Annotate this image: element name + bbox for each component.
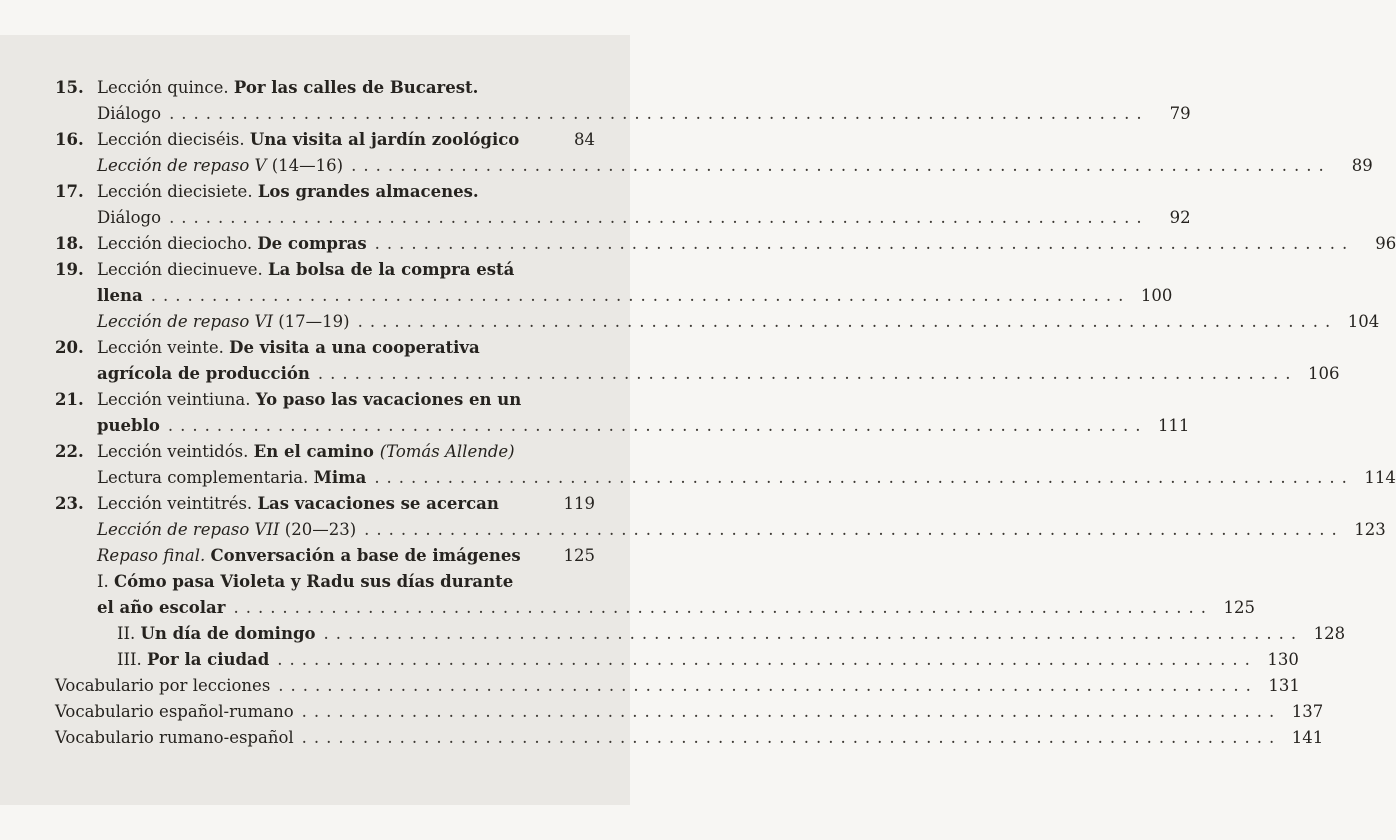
- dot-leader: ................................................................................: [167, 416, 1148, 435]
- toc-entry-title: [117, 621, 316, 647]
- toc-entry-title: [97, 491, 499, 517]
- title-bold: Por la ciudad: [147, 650, 270, 669]
- toc-entry-title: [55, 699, 294, 725]
- lesson-number: 16.: [55, 130, 84, 149]
- title-bold: De compras: [257, 234, 367, 253]
- page-number: 84: [574, 130, 595, 149]
- title-italic: (Tomás Allende): [379, 442, 515, 461]
- title-bold: Un día de domingo: [140, 624, 316, 643]
- title-plain: Vocabulario español-rumano: [55, 702, 294, 721]
- page-number: 96: [1375, 234, 1396, 253]
- toc-entry-text: [55, 699, 1324, 725]
- dot-leader: ................................................................................: [374, 468, 1354, 487]
- title-italic: Lección de repaso V: [97, 156, 267, 175]
- title-bold: llena: [97, 286, 143, 305]
- page-number: 100: [1140, 286, 1173, 305]
- toc-row: [55, 205, 1191, 231]
- title-plain: Diálogo: [97, 208, 162, 227]
- toc-entry-text: [97, 283, 1173, 309]
- page-number: 125: [563, 546, 595, 565]
- toc-entry-title: [97, 543, 521, 569]
- title-bold: Mima: [313, 468, 367, 487]
- title-plain: Vocabulario rumano-español: [55, 728, 294, 747]
- page-number: 128: [1313, 624, 1346, 643]
- lesson-number: 15.: [55, 78, 84, 97]
- toc-row: [55, 101, 1191, 127]
- toc-row: [55, 465, 1396, 491]
- toc-entry-title: [97, 595, 225, 621]
- toc-row: [55, 153, 1373, 179]
- toc-entry-title: [97, 569, 513, 595]
- toc-entry-title: [97, 179, 479, 205]
- toc-entry-title: [97, 257, 514, 283]
- title-plain: III.: [117, 650, 148, 669]
- toc-entry-title: [97, 283, 143, 309]
- toc-entry-text: [97, 413, 1190, 439]
- toc-entry-title: [97, 335, 480, 361]
- toc-row: [55, 179, 595, 205]
- toc-entry-text: [97, 335, 595, 361]
- title-bold: De visita a una cooperativa: [229, 338, 480, 357]
- toc-entry-text: [97, 153, 1373, 179]
- toc-row: [55, 335, 595, 361]
- page-number: 131: [1268, 676, 1300, 695]
- toc-entry-title: [97, 231, 367, 257]
- toc-entry-text: [97, 517, 1386, 543]
- toc-entry-text: [55, 673, 1300, 699]
- title-plain: Lección quince.: [97, 78, 234, 97]
- title-bold: el año escolar: [97, 598, 226, 617]
- toc-entry-title: [97, 465, 366, 491]
- page-number: 123: [1354, 520, 1386, 539]
- toc-row: [55, 413, 1190, 439]
- page-number: 125: [1223, 598, 1256, 617]
- page-number: 114: [1364, 468, 1396, 487]
- toc-row: [55, 569, 595, 595]
- title-bold: Yo paso las vacaciones en un: [255, 390, 522, 409]
- dot-leader: ................................................................................: [169, 104, 1149, 123]
- title-plain: (20—23): [279, 520, 357, 539]
- title-plain: Lectura complementaria.: [97, 468, 314, 487]
- page-number: 89: [1351, 156, 1373, 175]
- toc-entry-text: [97, 543, 595, 569]
- toc-entry-text: [97, 127, 595, 153]
- toc-row: [55, 725, 1324, 751]
- lesson-number: 17.: [55, 182, 84, 201]
- toc-row: [55, 517, 1386, 543]
- lesson-number: 23.: [55, 494, 84, 513]
- dot-leader: ................................................................................: [278, 676, 1258, 695]
- title-plain: Diálogo: [97, 104, 162, 123]
- page-number: 79: [1169, 104, 1191, 123]
- dot-leader: ................................................................................: [301, 728, 1282, 747]
- lesson-number: 22.: [55, 442, 84, 461]
- toc-entry-title: [97, 387, 521, 413]
- toc-row: [55, 491, 595, 517]
- lesson-number: 20.: [55, 338, 84, 357]
- toc-row: [55, 127, 595, 153]
- page-number: 130: [1267, 650, 1299, 669]
- title-plain: Lección veintidós.: [97, 442, 254, 461]
- title-plain: Lección diecisiete.: [97, 182, 258, 201]
- page-number: 106: [1307, 364, 1340, 383]
- toc-row: [55, 543, 595, 569]
- dot-leader: ................................................................................: [169, 208, 1149, 227]
- title-plain: Lección dieciocho.: [97, 234, 258, 253]
- title-plain: Lección veintiuna.: [97, 390, 256, 409]
- title-plain: Vocabulario por lecciones: [55, 676, 271, 695]
- toc-row: [55, 309, 1380, 335]
- title-bold: Conversación a base de imágenes: [210, 546, 521, 565]
- dot-leader: ................................................................................: [150, 286, 1131, 305]
- toc-entry-text: [97, 231, 1396, 257]
- title-bold: Los grandes almacenes.: [257, 182, 479, 201]
- toc-entry-text: [97, 465, 1396, 491]
- title-plain: Lección dieciséis.: [97, 130, 250, 149]
- table-of-contents: [55, 75, 1396, 751]
- toc-entry-title: [97, 75, 478, 101]
- toc-entry-text: [97, 101, 1191, 127]
- title-bold: Las vacaciones se acercan: [257, 494, 499, 513]
- toc-entry-title: [55, 673, 270, 699]
- lesson-number: 18.: [55, 234, 84, 253]
- toc-entry-text: [97, 595, 1256, 621]
- toc-entry-title: [97, 153, 343, 179]
- dot-leader: ................................................................................: [374, 234, 1355, 253]
- title-bold: pueblo: [97, 416, 160, 435]
- toc-row: [55, 75, 595, 101]
- toc-entry-text: [97, 309, 1380, 335]
- toc-entry-title: [97, 101, 161, 127]
- toc-entry-text: [97, 179, 595, 205]
- title-plain: Lección veinte.: [97, 338, 230, 357]
- toc-entry-title: [55, 725, 294, 751]
- dot-leader: ................................................................................: [277, 650, 1257, 669]
- title-plain: Lección diecinueve.: [97, 260, 269, 279]
- book-page: [0, 35, 1396, 805]
- toc-row: [55, 361, 1340, 387]
- toc-entry-title: [97, 309, 350, 335]
- page-number: 111: [1157, 416, 1190, 435]
- page-number: 92: [1169, 208, 1191, 227]
- toc-row: [55, 231, 1396, 257]
- title-bold: Una visita al jardín zoológico: [249, 130, 520, 149]
- title-plain: (14—16): [266, 156, 344, 175]
- dot-leader: ................................................................................: [357, 312, 1338, 331]
- title-bold: En el camino: [253, 442, 380, 461]
- toc-entry-text: [97, 205, 1191, 231]
- toc-row: [55, 621, 1346, 647]
- toc-row: [55, 257, 595, 283]
- toc-entry-text: [117, 647, 1299, 673]
- toc-row: [55, 283, 1173, 309]
- title-italic: Lección de repaso VI: [97, 312, 273, 331]
- toc-row: [55, 673, 1300, 699]
- toc-entry-text: [97, 75, 595, 101]
- page-number: 141: [1291, 728, 1324, 747]
- title-bold: agrícola de producción: [97, 364, 310, 383]
- title-plain: Lección veintitrés.: [97, 494, 258, 513]
- toc-row: [55, 387, 595, 413]
- toc-entry-text: [117, 621, 1346, 647]
- toc-entry-title: [97, 361, 310, 387]
- dot-leader: ................................................................................: [351, 156, 1331, 175]
- title-italic: Lección de repaso VII: [97, 520, 280, 539]
- title-plain: II.: [117, 624, 141, 643]
- toc-entry-title: [117, 647, 269, 673]
- toc-entry-text: [55, 725, 1324, 751]
- lesson-number: 21.: [55, 390, 84, 409]
- lesson-number: 19.: [55, 260, 84, 279]
- title-plain: (17—19): [273, 312, 350, 331]
- toc-row: [55, 595, 1256, 621]
- toc-entry-title: [97, 439, 515, 465]
- toc-entry-text: [97, 361, 1340, 387]
- dot-leader: ................................................................................: [317, 364, 1298, 383]
- dot-leader: ................................................................................: [301, 702, 1282, 721]
- toc-row: [55, 647, 1299, 673]
- toc-row: [55, 439, 595, 465]
- toc-entry-text: [97, 439, 595, 465]
- toc-entry-title: [97, 205, 161, 231]
- title-bold: Cómo pasa Violeta y Radu sus días durante: [114, 572, 514, 591]
- dot-leader: ................................................................................: [233, 598, 1214, 617]
- page-number: 137: [1291, 702, 1324, 721]
- toc-entry-text: [97, 569, 595, 595]
- toc-entry-text: [97, 491, 595, 517]
- title-italic: Repaso final.: [97, 546, 211, 565]
- toc-entry-title: [97, 127, 519, 153]
- toc-entry-title: [97, 413, 160, 439]
- toc-row: [55, 699, 1324, 725]
- page-number: 104: [1347, 312, 1380, 331]
- title-plain: I.: [97, 572, 115, 591]
- page-number: 119: [563, 494, 595, 513]
- toc-entry-text: [97, 257, 595, 283]
- title-bold: Por las calles de Bucarest.: [233, 78, 479, 97]
- toc-entry-title: [97, 517, 356, 543]
- toc-entry-text: [97, 387, 595, 413]
- title-bold: La bolsa de la compra está: [268, 260, 515, 279]
- dot-leader: ................................................................................: [323, 624, 1304, 643]
- dot-leader: ................................................................................: [364, 520, 1344, 539]
